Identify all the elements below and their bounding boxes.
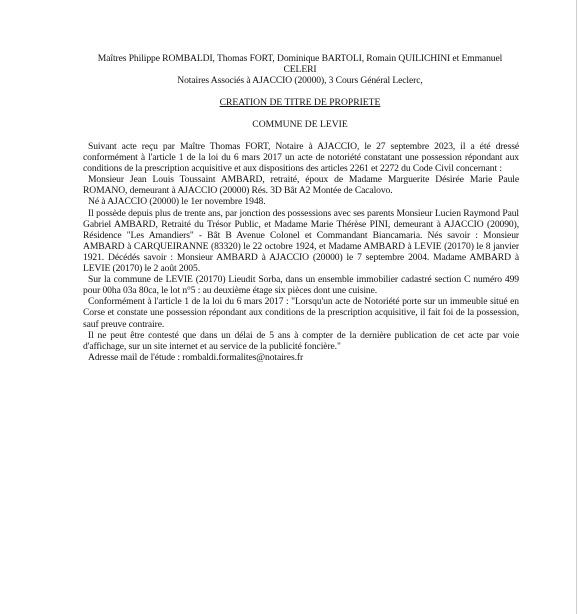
paragraph-law-quote: Conformément à l'article 1 de la loi du 6 mars 2017 : "Lorsqu'un acte de Notoriété porte sur un immeuble situé en Corse et constate une possession répondant aux conditions de la prescription acquisitive, il fait foi de la possession, sauf preuve contraire. — [83, 296, 519, 330]
paragraph-birth: Né à AJACCIO (20000) le 1er novembre 1948. — [88, 196, 266, 208]
page-edge-divider — [576, 0, 577, 614]
header-notaries-line-continued: CELERI — [283, 64, 317, 75]
paragraph-deed-intro: Suivant acte reçu par Maître Thomas FORT, Notaire à AJACCIO, le 27 septembre 2023, il a été dressé conformément à l'article 1 de la loi du 6 mars 2017 un acte de notoriété constatant une possession répondant aux conditions de la prescription acquisitive et aux dispositions des articles 2261 et 2272 du Code Civil concernant : — [83, 141, 519, 175]
header-notaries-line: Maîtres Philippe ROMBALDI, Thomas FORT, Dominique BARTOLI, Romain QUILICHINI et Emmanuel — [97, 53, 503, 64]
paragraph-contact-email: Adresse mail de l'étude : rombaldi.formalites@notaires.fr — [88, 351, 304, 363]
paragraph-owner: Monsieur Jean Louis Toussaint AMBARD, retraité, époux de Madame Marguerite Désirée Marie Paule ROMANO, demeurant à AJACCIO (20000) Rés. 3D Bât A2 Montée de Cacalovo. — [83, 174, 519, 197]
paragraph-contest-delay: Il ne peut être contesté que dans un délai de 5 ans à compter de la dernière publication de cet acte par voie d'affichage, sur un site internet et au service de la publicité foncière." — [83, 329, 519, 352]
document-subtitle: COMMUNE DE LEVIE — [252, 119, 348, 130]
paragraph-property: Sur la commune de LEVIE (20170) Lieudit Sorba, dans un ensemble immobilier cadastré section C numéro 499 pour 00ha 03a 80ca, le lot n°5 : au deuxième étage six pièces dont une cuisine. — [83, 274, 519, 297]
document-body — [83, 141, 519, 363]
paragraph-possession: Il possède depuis plus de trente ans, par jonction des possessions avec ses parents Monsieur Lucien Raymond Paul Gabriel AMBARD, Retraité du Trésor Public, et Madame Marie Thérèse PINI, demeurant à AJACCIO (20090), Résidence "Les Amandiers" - Bât B Avenue Colonel et Commandant Biancamaria. Nés savoir : Monsieur AMBARD à CARQUEIRANNE (83320) le 22 octobre 1924, et Madame AMBARD à LEVIE (20170) le 8 janvier 1921. Décédés savoir : Monsieur AMBARD à AJACCIO (20000) le 7 septembre 2004. Madame AMBARD à LEVIE (20170) le 2 août 2005. — [83, 207, 519, 275]
header-office-address: Notaires Associés à AJACCIO (20000), 3 Cours Général Leclerc, — [177, 75, 423, 86]
document-title: CREATION DE TITRE DE PROPRIETE — [219, 97, 381, 108]
